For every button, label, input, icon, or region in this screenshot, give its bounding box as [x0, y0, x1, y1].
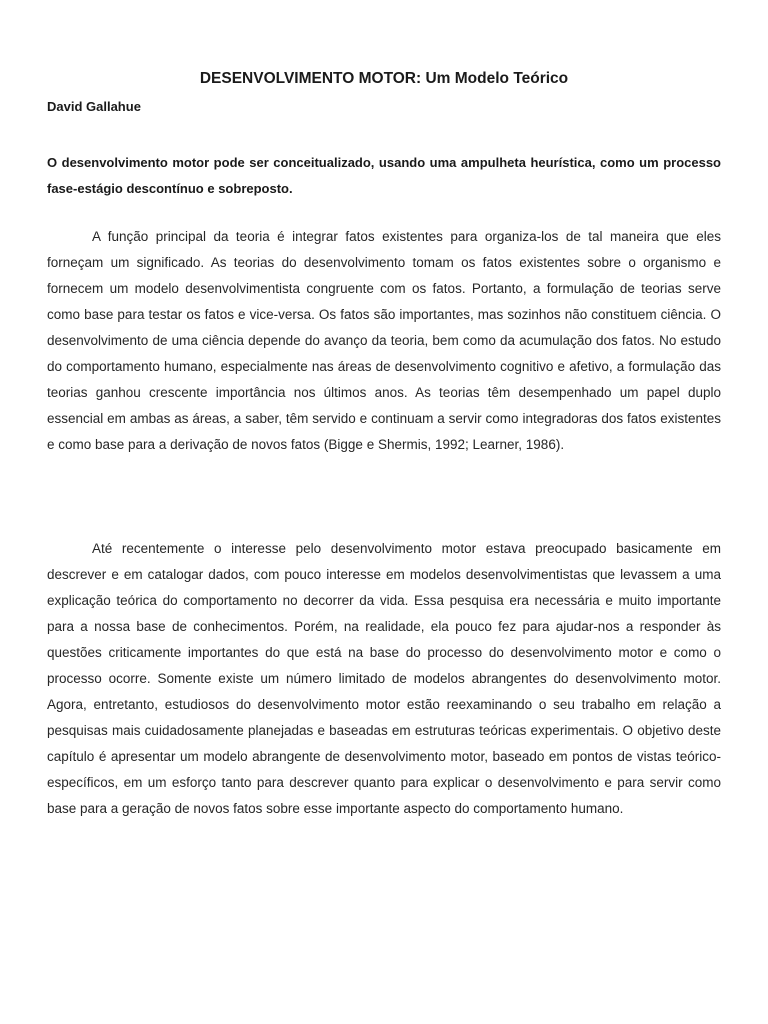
author-name: David Gallahue	[47, 99, 141, 114]
body-paragraph-1: A função principal da teoria é integrar fatos existentes para organiza-los de tal maneira que eles forneçam um significado. As teorias do desenvolvimento tomam os fatos existentes sobre o organismo e fornecem um modelo desenvolvimentista congruente com os fatos. Portanto, a formulação de teorias serve como base para testar os fatos e vice-versa. Os fatos são importantes, mas sozinhos não constituem ciência. O desenvolvimento de uma ciência depende do avanço da teoria, bem como da acumulação dos fatos. No estudo do comportamento humano, especialmente nas áreas de desenvolvimento cognitivo e afetivo, a formulação das teorias ganhou crescente importância nos últimos anos. As teorias têm desempenhado um papel duplo essencial em ambas as áreas, a saber, têm servido e continuam a servir como integradoras dos fatos existentes e como base para a derivação de novos fatos (Bigge e Shermis, 1992; Learner, 1986).	[47, 229, 721, 452]
title-subtitle: : Um Modelo Teórico	[416, 70, 569, 87]
title-main: DESENVOLVIMENTO MOTOR	[199, 70, 417, 87]
body-paragraph-2: Até recentemente o interesse pelo desenvolvimento motor estava preocupado basicamente em descrever e em catalogar dados, com pouco interesse em modelos desenvolvimentistas que levassem a uma explicação teórica do comportamento no decorrer da vida. Essa pesquisa era necessária e muito importante para a nossa base de conhecimentos. Porém, na realidade, ela pouco fez para ajudar-nos a responder às questões criticamente importantes do que está na base do processo do desenvolvimento motor e como o processo ocorre. Somente existe um número limitado de modelos abrangentes do desenvolvimento motor. Agora, entretanto, estudiosos do desenvolvimento motor estão reexaminando o seu trabalho em relação a pesquisas mais cuidadosamente planejadas e baseadas em estruturas teóricas experimentais. O objetivo deste capítulo é apresentar um modelo abrangente de desenvolvimento motor, baseado em pontos de vistas teórico-específicos, em um esforço tanto para descrever quanto para explicar o desenvolvimento e para servir como base para a geração de novos fatos sobre esse importante aspecto do comportamento humano.	[47, 541, 721, 816]
document-title	[0, 69, 768, 89]
abstract-statement: O desenvolvimento motor pode ser conceitualizado, usando uma ampulheta heurística, como um processo fase-estágio descontínuo e sobreposto.	[47, 155, 721, 196]
